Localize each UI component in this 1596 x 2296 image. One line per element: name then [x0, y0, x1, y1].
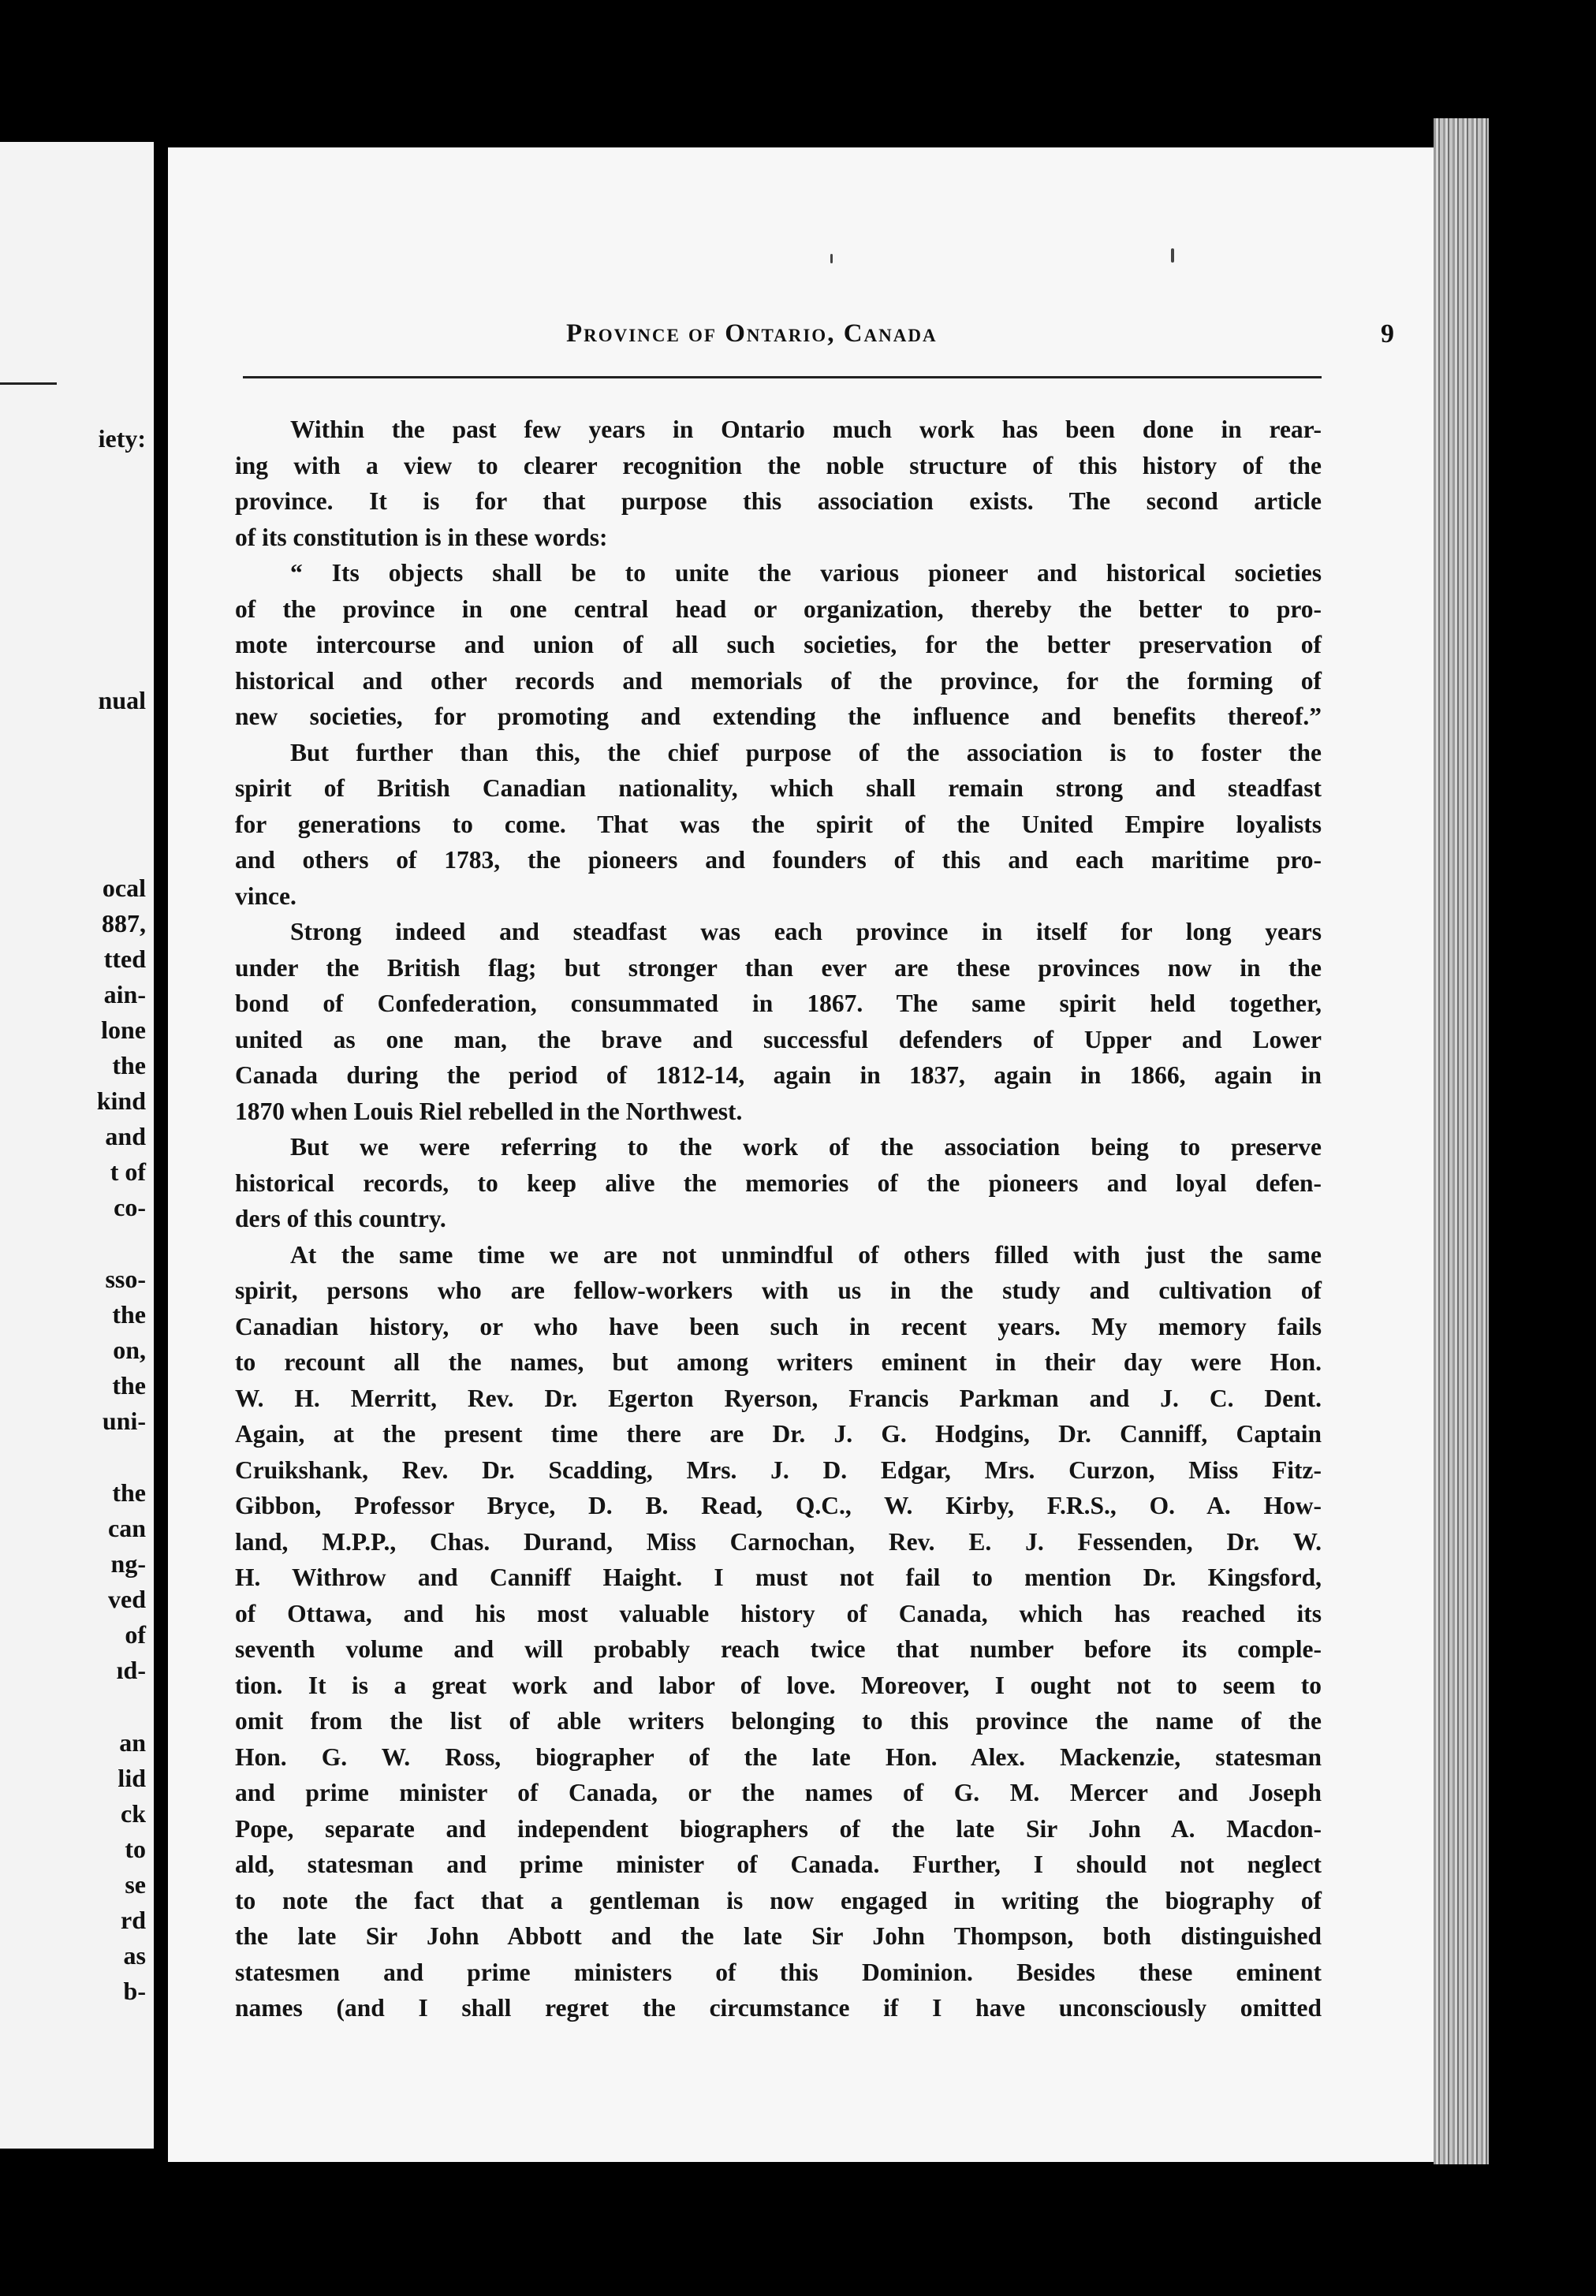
text-line: of its constitution is in these words: [235, 523, 608, 551]
text-line: of Ottawa, and his most valuable history of Canada, which has reached its [235, 1599, 1322, 1627]
text-line: But further than this, the chief purpose of the association is to foster the [290, 738, 1322, 766]
text-line: the late Sir John Abbott and the late Sir John Thompson, both distinguished [235, 1922, 1322, 1950]
left-page-fragment: the [112, 1478, 146, 1507]
text-line: “ Its objects shall be to unite the various pioneer and historical societies [290, 559, 1322, 587]
text-line: for generations to come. That was the spirit of the United Empire loyalists [235, 810, 1322, 838]
text-line: Within the past few years in Ontario much work has been done in rear- [290, 416, 1322, 443]
left-page-fragment: as [123, 1941, 146, 1970]
left-page-fragment: lone [101, 1016, 146, 1044]
text-line: spirit of British Canadian nationality, which shall remain strong and steadfast [235, 774, 1322, 802]
text-line: vince. [235, 882, 296, 910]
text-line: historical records, to keep alive the memories of the pioneers and loyal defen- [235, 1168, 1322, 1197]
left-page-fragment: co- [114, 1193, 146, 1221]
text-line: Pope, separate and independent biographers of the late Sir John A. Macdon- [235, 1814, 1322, 1843]
left-page-fragment: ck [121, 1799, 146, 1828]
text-line: seventh volume and will probably reach twice that number before its comple- [235, 1635, 1322, 1663]
page-edges [1434, 118, 1489, 2164]
left-page-fragment: lid [117, 1764, 146, 1792]
speck [1171, 248, 1174, 263]
text-line: Gibbon, Professor Bryce, D. B. Read, Q.C., W. Kirby, F.R.S., O. A. How- [235, 1492, 1322, 1519]
left-page-fragment: 887, [102, 909, 146, 937]
left-page-fragment: an [119, 1728, 146, 1757]
left-page-header-rule [0, 382, 57, 385]
text-line: province. It is for that purpose this association exists. The second article [235, 487, 1322, 515]
left-page-fragment: on, [113, 1336, 146, 1364]
text-line: Strong indeed and steadfast was each province in itself for long years [290, 918, 1322, 945]
left-page-fragment: kind [96, 1086, 146, 1115]
left-page-fragment: rd [121, 1906, 146, 1934]
text-line: But we were referring to the work of the association being to preserve [290, 1133, 1322, 1161]
book-page [168, 147, 1434, 2162]
text-line: At the same time we are not unmindful of others filled with just the same [290, 1240, 1322, 1269]
speck [830, 254, 833, 263]
body-text [235, 412, 1322, 2026]
text-line: Hon. G. W. Ross, biographer of the late Hon. Alex. Mackenzie, statesman [235, 1742, 1322, 1771]
text-line: omit from the list of able writers belonging to this province the name of the [235, 1707, 1322, 1735]
left-page-fragment: sso- [105, 1265, 146, 1293]
text-line: to recount all the names, but among writers eminent in their day were Hon. [235, 1348, 1322, 1376]
text-line: united as one man, the brave and successful defenders of Upper and Lower [235, 1025, 1322, 1053]
text-line: and others of 1783, the pioneers and founders of this and each maritime pro- [235, 846, 1322, 874]
page-number: 9 [1381, 319, 1394, 348]
text-line: mote intercourse and union of all such societies, for the better preservation of [235, 631, 1322, 658]
left-page-fragment: ocal [102, 874, 146, 902]
text-line: H. Withrow and Canniff Haight. I must not fail to mention Dr. Kingsford, [235, 1564, 1322, 1591]
text-line: Again, at the present time there are Dr. J. G. Hodgins, Dr. Canniff, Captain [235, 1420, 1322, 1448]
left-page-fragment: t of [110, 1157, 146, 1186]
text-line: new societies, for promoting and extending the influence and benefits thereof.” [235, 703, 1322, 730]
left-page-fragment: tted [103, 945, 146, 973]
left-page-fragment: and [105, 1122, 146, 1150]
left-facing-page [0, 142, 154, 2149]
left-page-fragment: the [112, 1051, 146, 1079]
left-page-fragment: se [125, 1870, 146, 1899]
left-page-fragment: of [125, 1620, 146, 1649]
text-line: Canadian history, or who have been such in recent years. My memory fails [235, 1312, 1322, 1340]
left-page-fragment: b- [123, 1977, 146, 2005]
text-line: and prime minister of Canada, or the names of G. M. Mercer and Joseph [235, 1779, 1322, 1806]
text-line: bond of Confederation, consummated in 1867. The same spirit held together, [235, 990, 1322, 1017]
page-header [215, 319, 1394, 359]
left-page-fragment: ain- [103, 980, 146, 1008]
left-page-fragment: to [125, 1835, 146, 1863]
header-rule [243, 376, 1322, 378]
text-line: under the British flag; but stronger than ever are these provinces now in the [235, 953, 1322, 982]
text-line: land, M.P.P., Chas. Durand, Miss Carnochan, Rev. E. J. Fessenden, Dr. W. [235, 1527, 1322, 1556]
left-page-fragment: ved [108, 1585, 146, 1613]
text-line: to note the fact that a gentleman is now engaged in writing the biography of [235, 1886, 1322, 1914]
left-page-fragment: iety: [98, 424, 146, 453]
text-line: ald, statesman and prime minister of Canada. Further, I should not neglect [235, 1851, 1322, 1878]
left-page-fragment: the [112, 1371, 146, 1400]
text-line: Cruikshank, Rev. Dr. Scadding, Mrs. J. D. Edgar, Mrs. Curzon, Miss Fitz- [235, 1456, 1322, 1484]
text-line: Canada during the period of 1812-14, again in 1837, again in 1866, again in [235, 1061, 1322, 1089]
text-line: of the province in one central head or organization, thereby the better to pro- [235, 594, 1322, 623]
left-page-fragment: uni- [102, 1407, 146, 1435]
left-page-fragment: ıd- [116, 1656, 146, 1684]
text-line: statesmen and prime ministers of this Dominion. Besides these eminent [235, 1958, 1322, 1986]
left-page-fragment: ng- [110, 1549, 146, 1578]
text-line: tion. It is a great work and labor of love. Moreover, I ought not to seem to [235, 1671, 1322, 1699]
text-line: historical and other records and memorials of the province, for the forming of [235, 666, 1322, 695]
text-line: 1870 when Louis Riel rebelled in the Northwest. [235, 1097, 743, 1125]
text-line: W. H. Merritt, Rev. Dr. Egerton Ryerson, Francis Parkman and J. C. Dent. [235, 1384, 1322, 1412]
left-page-fragment: can [108, 1514, 146, 1542]
running-title: Province of Ontario, Canada [566, 319, 938, 348]
text-line: spirit, persons who are fellow-workers with us in the study and cultivation of [235, 1277, 1322, 1304]
text-line: ders of this country. [235, 1205, 446, 1232]
text-line: names (and I shall regret the circumstance if I have unconsciously omitted [235, 1994, 1322, 2022]
left-page-fragment: the [112, 1300, 146, 1329]
text-line: ing with a view to clearer recognition the noble structure of this history of the [235, 451, 1322, 479]
left-page-fragment: nual [98, 686, 146, 714]
